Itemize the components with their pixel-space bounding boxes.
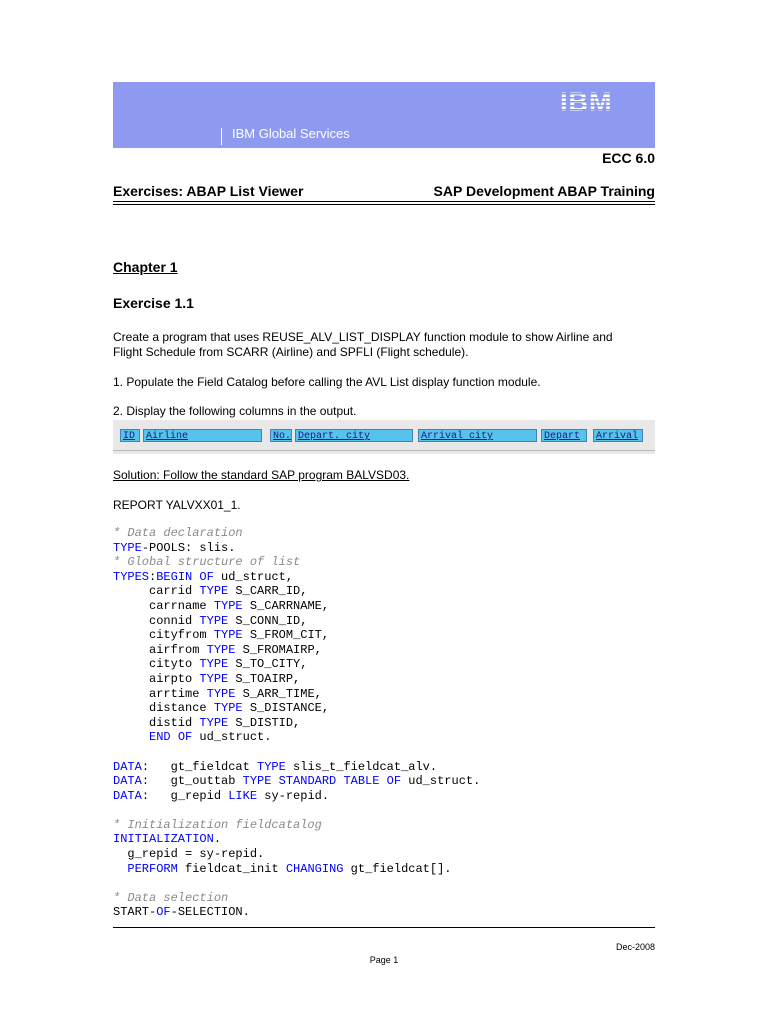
strip-baseline xyxy=(113,450,655,451)
alv-column-header-strip xyxy=(113,420,655,454)
header-banner xyxy=(113,82,655,148)
ibm-logo xyxy=(560,88,624,114)
code-line xyxy=(113,555,480,570)
code-text: g_repid = sy-repid. xyxy=(113,847,265,862)
code-line xyxy=(113,876,480,891)
code-text: S_CARRNAME, xyxy=(242,598,330,613)
code-text: S_TOAIRP, xyxy=(228,671,301,686)
code-line xyxy=(113,832,480,847)
code-text: cityfrom xyxy=(113,628,214,643)
column-header: Depart. city xyxy=(295,429,413,442)
code-text: START- xyxy=(113,905,157,920)
footer-date: Dec-2008 xyxy=(615,942,655,952)
column-header: Airline xyxy=(143,429,262,442)
code-text: S_ARR_TIME, xyxy=(235,686,322,701)
code-line xyxy=(113,701,480,716)
code-text: -POOLS: slis. xyxy=(141,540,236,555)
page-number: Page 1 xyxy=(369,955,399,965)
code-keyword: BEGIN OF xyxy=(156,569,214,584)
code-text: -SELECTION. xyxy=(170,905,250,920)
code-keyword: TYPE xyxy=(213,628,243,643)
banner-divider xyxy=(221,128,222,145)
code-text: ud_struct, xyxy=(213,569,294,584)
code-line xyxy=(113,599,480,614)
code-text: ud_struct. xyxy=(192,730,272,745)
code-text: arrtime xyxy=(113,686,207,701)
solution-note: Solution: Follow the standard SAP program BALVSD03. xyxy=(113,468,410,482)
code-keyword: LIKE xyxy=(228,788,258,803)
intro-line: Flight Schedule from SCARR (Airline) and SPFLI (Flight schedule). xyxy=(113,345,469,359)
step-1: 1. Populate the Field Catalog before calling the AVL List display function module. xyxy=(113,375,541,389)
step-2: 2. Display the following columns in the output. xyxy=(113,404,357,418)
code-text: airpto xyxy=(113,671,200,686)
intro-paragraph xyxy=(113,330,655,360)
ecc-version: ECC 6.0 xyxy=(602,150,655,166)
code-line xyxy=(113,803,480,818)
code-text xyxy=(113,862,127,876)
exercise-heading: Exercise 1.1 xyxy=(113,295,194,311)
code-text: S_TO_CITY, xyxy=(228,657,308,672)
code-text: : gt_outtab xyxy=(141,774,243,789)
code-line xyxy=(113,628,480,643)
code-line xyxy=(113,584,480,599)
course-title: SAP Development ABAP Training xyxy=(433,183,655,199)
code-text: airfrom xyxy=(113,642,207,657)
footer-rule xyxy=(113,927,655,928)
code-keyword: TYPE xyxy=(199,584,229,599)
code-text: distance xyxy=(113,701,214,716)
code-line xyxy=(113,657,480,672)
code-keyword: DATA xyxy=(113,788,142,803)
code-text: cityto xyxy=(113,657,200,672)
column-header: Depart xyxy=(541,429,587,442)
code-line xyxy=(113,891,480,906)
code-text: gt_fieldcat[]. xyxy=(343,861,452,876)
code-keyword: TYPE xyxy=(199,613,229,628)
code-block xyxy=(113,526,480,920)
header-rule-double xyxy=(113,204,655,205)
code-text: S_FROM_CIT, xyxy=(242,628,330,643)
code-keyword: OF xyxy=(156,905,171,920)
code-comment: * Global structure of list xyxy=(113,555,301,570)
intro-line: Create a program that uses REUSE_ALV_LIST_DISPLAY function module to show Airline and xyxy=(113,330,613,344)
code-text: S_CONN_ID, xyxy=(228,613,308,628)
code-line xyxy=(113,541,480,556)
code-keyword: TYPE xyxy=(213,598,243,613)
code-text: fieldcat_init xyxy=(177,861,286,876)
code-line xyxy=(113,716,480,731)
code-keyword: TYPE xyxy=(257,759,286,774)
code-keyword: TYPES xyxy=(113,569,150,584)
report-statement: REPORT YALVXX01_1. xyxy=(113,498,241,512)
chapter-heading: Chapter 1 xyxy=(113,259,178,275)
column-header: Arrival city xyxy=(418,429,537,442)
column-header: No. xyxy=(270,429,292,442)
code-keyword: TYPE xyxy=(199,671,229,686)
code-comment: * Data selection xyxy=(113,890,229,905)
code-line xyxy=(113,570,480,585)
code-text xyxy=(113,730,149,744)
code-keyword: INITIALIZATION xyxy=(113,832,214,847)
code-text: S_DISTANCE, xyxy=(242,701,330,716)
code-line xyxy=(113,745,480,760)
code-keyword: TYPE xyxy=(113,540,142,555)
code-keyword: TYPE xyxy=(199,715,229,730)
code-line xyxy=(113,818,480,833)
code-line xyxy=(113,526,480,541)
code-keyword: TYPE STANDARD TABLE OF xyxy=(242,774,402,789)
code-text: carrid xyxy=(113,584,200,599)
code-keyword: TYPE xyxy=(206,642,236,657)
code-keyword: DATA xyxy=(113,759,142,774)
code-text: : xyxy=(149,569,157,584)
code-line xyxy=(113,643,480,658)
code-text: connid xyxy=(113,613,200,628)
code-line xyxy=(113,905,480,920)
code-text: : gt_fieldcat xyxy=(141,759,258,774)
code-text: S_CARR_ID, xyxy=(228,584,308,599)
code-line xyxy=(113,672,480,687)
code-text: S_FROMAIRP, xyxy=(235,642,322,657)
code-line xyxy=(113,847,480,862)
code-line xyxy=(113,730,480,745)
document-title: Exercises: ABAP List Viewer xyxy=(113,183,304,199)
code-text: . xyxy=(213,832,222,847)
code-line xyxy=(113,614,480,629)
code-line xyxy=(113,789,480,804)
code-text: distid xyxy=(113,715,200,730)
code-keyword: CHANGING xyxy=(285,861,344,876)
code-comment: * Initialization fieldcatalog xyxy=(113,817,322,832)
global-services-label: IBM Global Services xyxy=(232,126,350,141)
code-keyword: TYPE xyxy=(206,686,236,701)
code-text: slis_t_fieldcat_alv. xyxy=(285,759,438,774)
code-comment: * Data declaration xyxy=(113,526,243,540)
code-keyword: END OF xyxy=(149,730,193,745)
code-keyword: TYPE xyxy=(199,657,229,672)
code-keyword: TYPE xyxy=(213,701,243,716)
header-rule xyxy=(113,201,655,202)
code-keyword: DATA xyxy=(113,774,142,789)
code-text: ud_struct. xyxy=(401,774,481,789)
code-line xyxy=(113,862,480,877)
code-line xyxy=(113,774,480,789)
code-text: : g_repid xyxy=(141,788,229,803)
code-text: S_DISTID, xyxy=(228,715,301,730)
column-header: Arrival xyxy=(593,429,643,442)
code-line xyxy=(113,687,480,702)
code-line xyxy=(113,760,480,775)
code-keyword: PERFORM xyxy=(127,861,178,876)
code-text: carrname xyxy=(113,598,214,613)
column-header: ID xyxy=(120,429,140,442)
code-text: sy-repid. xyxy=(257,788,330,803)
